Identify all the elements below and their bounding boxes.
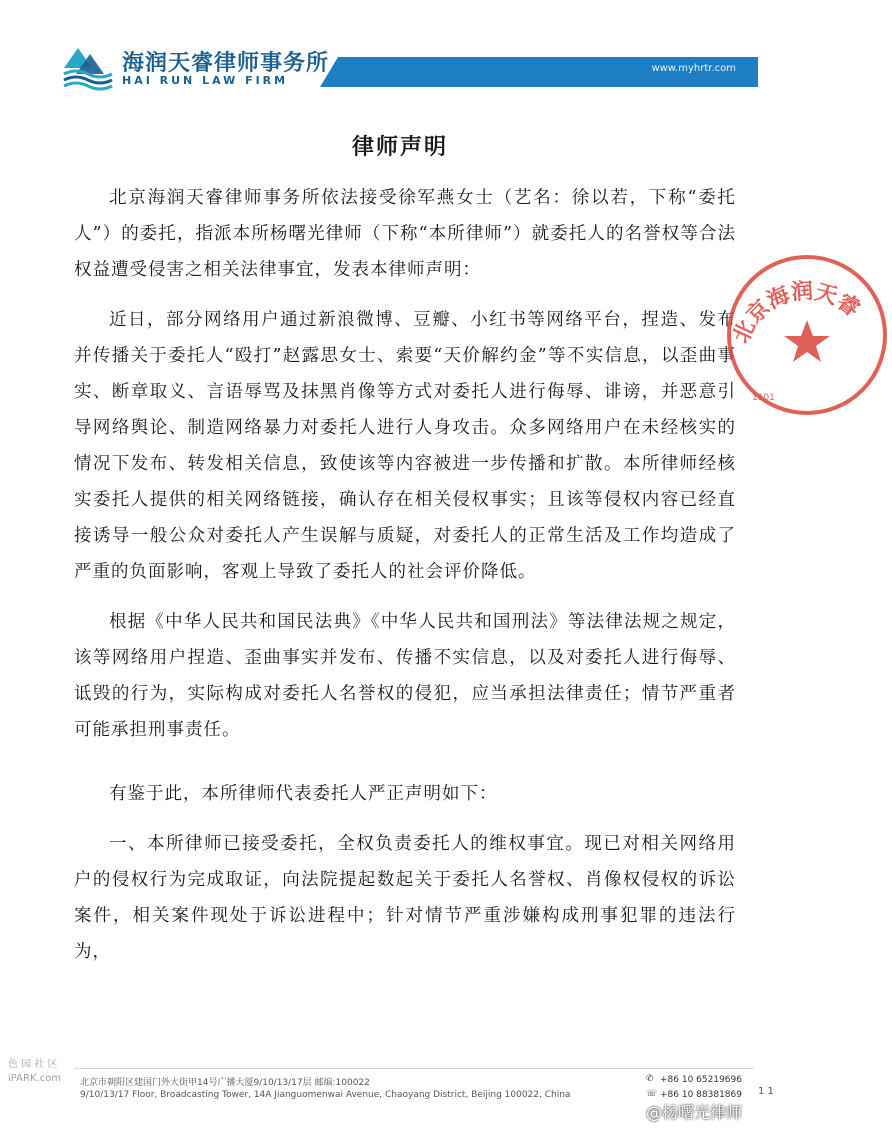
ipark-line-2: iPARK.com xyxy=(8,1073,62,1084)
document-title: 律师声明 xyxy=(351,134,448,160)
paragraph-facts: 近日，部分网络用户通过新浪微博、豆瓣、小红书等网络平台，捏造、发布并传播关于委托人“殴打”赵露思女士、索要“天价解约金”等不实信息，以歪曲事实、断章取义、言语辱骂及抹黑肖像等方式对委托人进行侮辱、诽谤，并恶意引导网络舆论、制造网络暴力对委托人进行人身攻击。众多网络用户在未经核实的情况下发布、转发相关信息，致使该等内容被进一步传播和扩散。本所律师经核实委托人提供的相关网络链接，确认存在相关侵权事实；且该等侵权内容已经直接诱导一般公众对委托人产生误解与质疑，对委托人的正常生活及工作均造成了严重的负面影响，客观上导致了委托人的社会评价降低。 xyxy=(74,310,736,582)
page-number: 1 1 xyxy=(758,1086,774,1097)
firm-url[interactable]: www.myhrtr.com xyxy=(651,63,736,74)
footer-address-en: 9/10/13/17 Floor, Broadcasting Tower, 14A Jianguomenwai Avenue, Chaoyang District, Beijing 100022, China xyxy=(80,1090,571,1100)
red-seal-stamp xyxy=(722,250,892,420)
seal-text: 北京海润天睿 xyxy=(727,278,865,348)
letterhead xyxy=(0,0,800,110)
ipark-line-1: 色 园 社 区 xyxy=(8,1059,58,1070)
footer-address-cn: 北京市朝阳区建国门外大街甲14号广播大厦9/10/13/17层 邮编:100022 xyxy=(80,1078,370,1088)
paragraph-legal-basis: 根据《中华人民共和国民法典》《中华人民共和国刑法》等法律法规之规定，该等网络用户捏造、歪曲事实并发布、传播不实信息，以及对委托人进行侮辱、诋毁的行为，实际构成对委托人名誉权的侵犯，应当承担法律责任；情节严重者可能承担刑事责任。 xyxy=(74,612,736,740)
phone-icon: ✆ xyxy=(646,1074,654,1084)
seal-number: 1101 xyxy=(752,393,775,403)
wave-logo-icon xyxy=(62,44,114,88)
document-body xyxy=(74,180,736,984)
footer-phone: +86 10 65219696 xyxy=(660,1075,742,1085)
firm-name-cn: 海润天睿律师事务所 xyxy=(122,51,330,76)
paragraph-intro: 北京海润天睿律师事务所依法接受徐军燕女士（艺名：徐以若，下称“委托人”）的委托，指派本所杨曙光律师（下称“本所律师”）就委托人的名誉权等合法权益遭受侵害之相关法律事宜，发表本律师声明： xyxy=(74,188,736,280)
weibo-watermark: @杨曙光律师 xyxy=(646,1103,743,1122)
footer-fax: +86 10 88381869 xyxy=(660,1090,742,1100)
fax-icon: ☏ xyxy=(646,1089,658,1099)
paragraph-item-1: 一、本所律师已接受委托，全权负责委托人的维权事宜。现已对相关网络用户的侵权行为完成取证，向法院提起数起关于委托人名誉权、肖像权侵权的诉讼案件，相关案件现处于诉讼进程中；针对情节严重涉嫌构成刑事犯罪的违法行为， xyxy=(74,834,736,962)
footer-divider xyxy=(74,1068,754,1069)
paragraph-declaration-intro: 有鉴于此，本所律师代表委托人严正声明如下： xyxy=(109,784,498,804)
firm-name-en: HAI RUN LAW FIRM xyxy=(122,74,289,87)
ipark-watermark xyxy=(8,1058,61,1086)
